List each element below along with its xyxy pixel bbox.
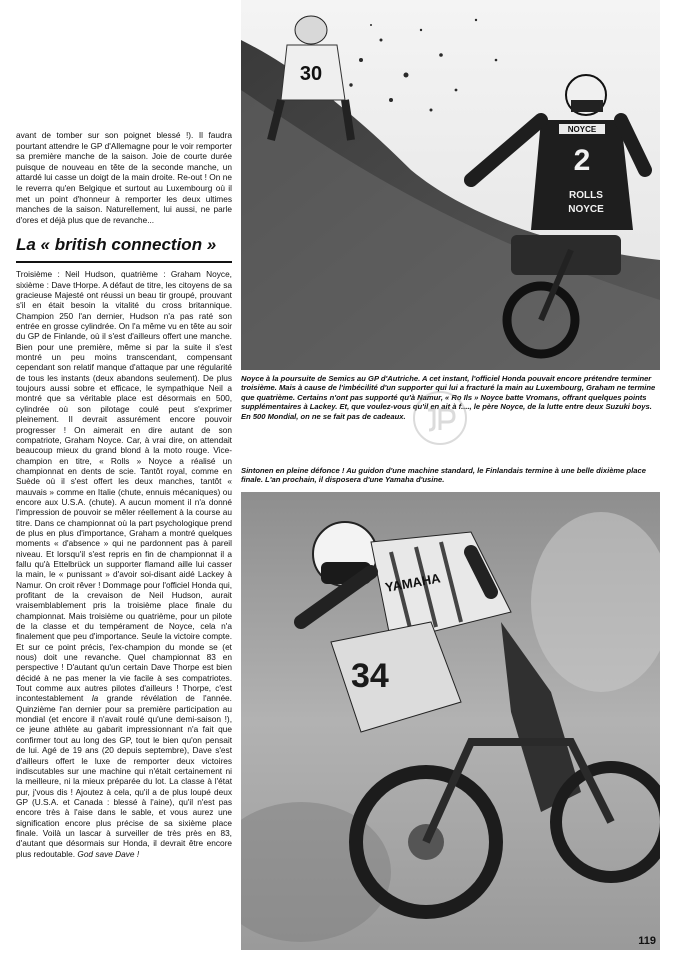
section-heading: La « british connection » — [16, 235, 232, 263]
page-number: 119 — [638, 935, 656, 947]
photo-bottom-sintonen — [241, 492, 660, 950]
body-part-2: grande révélation de l'année. Quinzième l'an dernier pour sa première participation au mondial (et encore il n'avait roulé qu'une demi-saison !), ce jeune athlète au gabarit impressionnant n'a fait que confirmer tout au long des GP, tout le bien qu'on pensait de lui. Agé de 19 ans (20 depuis septembre), Dave s'est d'ailleurs offert le luxe de remporter deux victoires indiscutables sur une machine qui n'était certainement ni la meilleure, ni la mieux préparée du lot. La classe à l'état pur, j'vous dis ! Ajoutez à cela, qu'il a de plus loupé deux GP (U.S.A. et Canada : blessé à l'aine), qu'il n'est pas encore très à l'aise dans le sable, et vous aurez une signification encore plus précise de sa sixième place finale. Voilà un lascar à surveiller de très près en 83, d'autant que désormais sur Honda, il devrait être encore plus redoutable. — [16, 693, 232, 859]
bike-number: 34 — [351, 657, 389, 695]
jersey-line-2: NOYCE — [568, 204, 604, 215]
body-paragraph — [16, 269, 232, 859]
jp-watermark-logo — [412, 390, 468, 446]
body-part-1: Troisième : Neil Hudson, quatrième : Graham Noyce, sixième : Dave tHorpe. A défaut de titre, les citoyens de sa gracieuse Majesté ont réussi un beau tir groupé, prouvant s'il en était besoin la vitalité du cross britannique. Champion 250 l'an dernier, Hudson n'a pas raté son entrée en grosse cylindrée. On l'a même vu en tête au soir du GP de Finlande, où il s'est d'ailleurs offert une manche. Bien pour une première, même si par la suite il s'est montré un peu moins transcendant, compensant cependant son relatif manque d'attaque par une régularité de tous les instants (deux abandons seulement). De plus toujours aussi sobre et efficace, le sympathique Neil a montré que sa véritable place est désormais en 500, cylindrée où son pilotage coulé peut s'exprimer pleinement. Il devrait assurément encore pouvoir progresser ! On aimerait en dire autant de son compatriote, Graham Noyce. Car, à vrai dire, on attendait beaucoup mieux du grand blond à la moto rouge. Vice-champion en titre, « Rolls » Noyce a réalisé un championnat en dents de scie. Tantôt royal, comme en Suède où il s'est offert les deux manches, tantôt « mauvais » comme en Italie (chute, ennuis mécaniques) ou encore aux U.S.A. (chute). A aucun moment il n'a donné l'impression de pouvoir se mêler réellement à la course au titre. Dans ce championnat où la part psychologique prend de plus en plus d'importance, Graham a montré quelques moments « d'absence » qui ne pardonnent pas à pareil niveau. Et lorsqu'il s'est repris en fin de championnat il a fallu qu'à Ettelbrück un supporter flamand aille lui casser la main, le « punissant » d'avoir soi-disant aidé Lackey à Namur. On croit rêver ! Dommage pour l'officiel Honda qui, profitant de la crevaison de Neil Hudson, aurait vraisemblablement pris la troisième place finale du championnat. Mais troisième ou quatrième, pour un pilote de la classe et du tempérament de Noyce, cela n'a finalement que peu d'importance. Seule la victoire compte. Et sur ce point précis, l'ex-champion du monde se (et nous) doit une revanche. Quel championnat 83 en perspective ! D'autant qu'un certain Dave Thorpe est bien décidé à ne pas mener la vie facile à ses compatriotes. Tout comme aux autres pilotes d'ailleurs ! Thorpe, c'est incontestablement — [16, 269, 232, 704]
caption-bottom: Sintonen en pleine défonce ! Au guidon d'une machine standard, le Finlandais termine à une belle dixième place finale. L'an prochain, il disposera d'une Yamaha d'usine. — [241, 466, 646, 485]
intro-paragraph: avant de tomber sur son poignet blessé !). Il faudra pourtant attendre le GP d'Allemagne pour le voir remporter sa première manche de la saison. Joie de courte durée puisque de nouveau en tête de la seconde manche, un attardé lui casse un doigt de la main droite. Re-out ! On ne le reverra qu'en Belgique et surtout au Luxembourg où il met un point d'honneur à remporter les deux ultimes manches de la saison. Naturellement, lui aussi, ne parle d'ores et déjà plus que de revanche... — [16, 130, 232, 225]
rider-30-number: 30 — [299, 63, 323, 85]
photo-top-noyce — [241, 0, 660, 370]
body-closing: God save Dave ! — [77, 848, 140, 859]
caption-top: Noyce à la poursuite de Semics au GP d'Autriche. A cet instant, l'officiel Honda pouvait encore prétendre terminer troisième. Mais à cause de l'imbécilité d'un supporter qui lui a fracturé la main au Luxembourg, Graham ne termine que quatrième. Certains n'ont pas supporté qu'à Namur, « Ro Ils » Noyce batte Vromans, offrant quelques points supplémentaires à Lackey. Et, que voulez-vous qu'il en ait à f...., le père Noyce, de la lutte entre deux Suzuki boys. En 500 Mondial, on ne se fait pas de cadeaux. — [241, 374, 656, 421]
jersey-name-label: NOYCE — [567, 125, 597, 134]
jersey-line-1: ROLLS — [569, 190, 603, 201]
body-emphasis: la — [91, 693, 99, 704]
jersey-brand-label: YAMAHA — [383, 570, 442, 595]
article-column — [16, 130, 232, 859]
rider-2-number: 2 — [573, 144, 591, 177]
